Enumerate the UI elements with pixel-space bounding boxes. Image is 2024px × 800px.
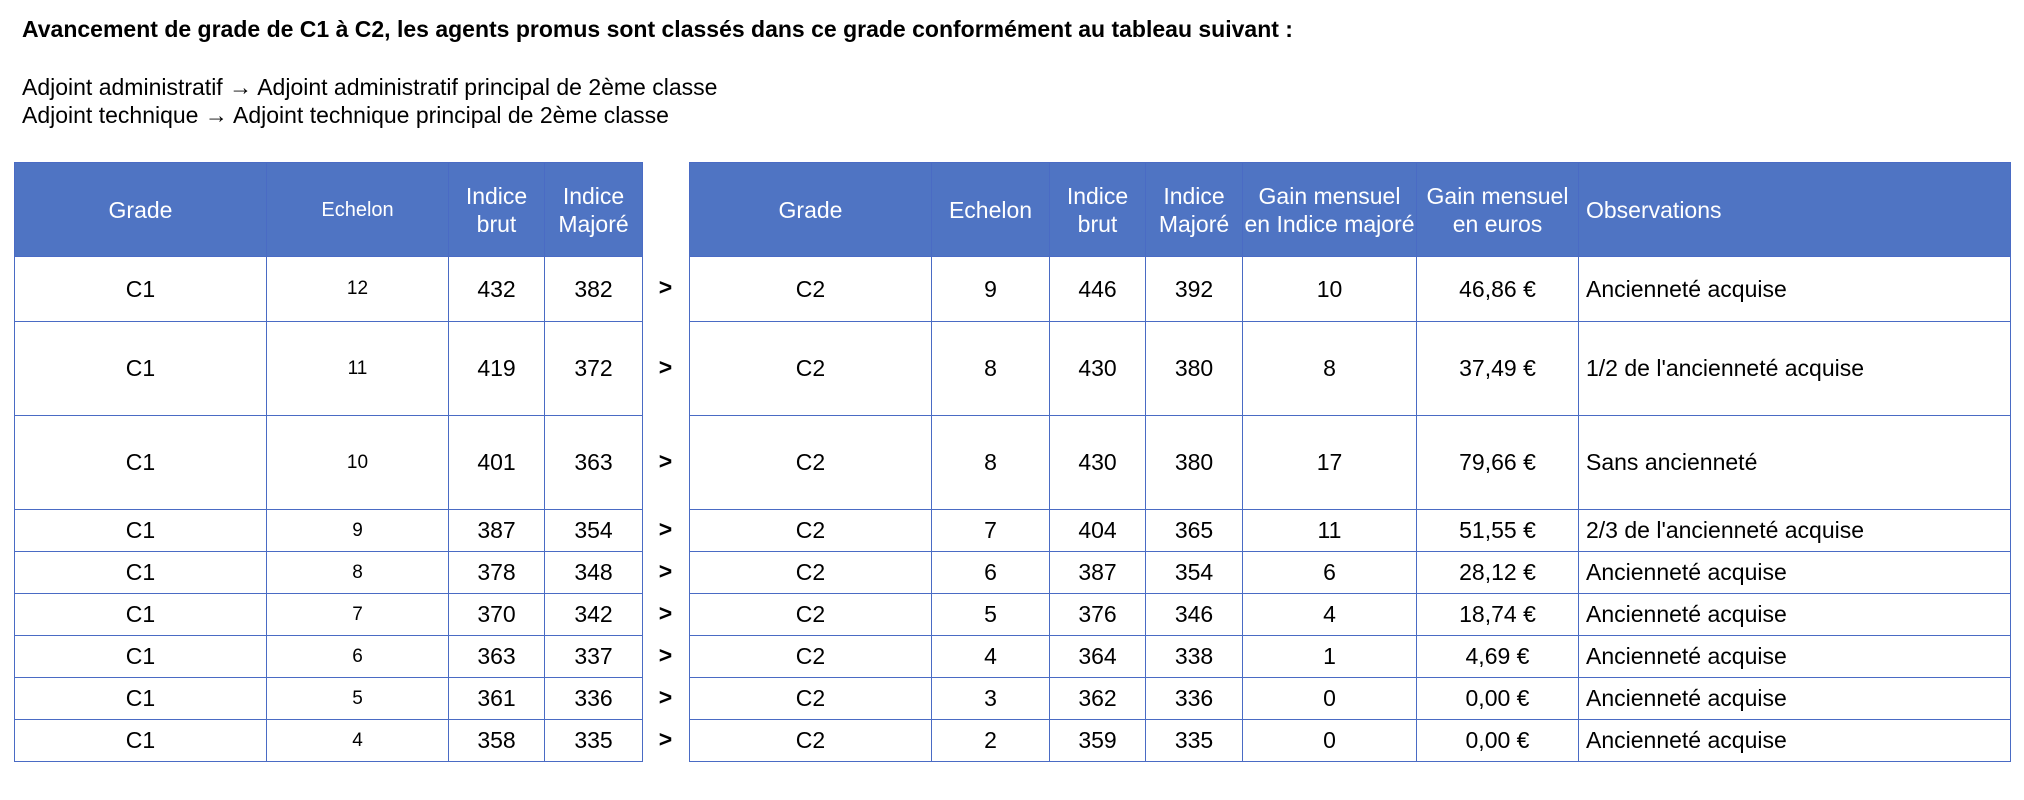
cell-indice-majore: 382 — [545, 257, 643, 322]
cell-indice-majore: 380 — [1146, 322, 1243, 416]
header-indice-brut: Indice brut — [1050, 163, 1146, 257]
arrow-indicator: > — [658, 274, 673, 300]
cell-indice-majore: 337 — [545, 636, 643, 678]
cell-echelon: 6 — [932, 552, 1050, 594]
cell-indice-majore: 365 — [1146, 510, 1243, 552]
table-row — [690, 678, 2011, 720]
header-gain-indice: Gain mensuel en Indice majoré — [1243, 163, 1417, 257]
table-row — [15, 416, 643, 510]
grade-mapping-technique: Adjoint technique → Adjoint technique principal de 2ème classe — [22, 102, 669, 128]
cell-grade: C2 — [690, 720, 932, 762]
cell-gain-indice: 11 — [1243, 510, 1417, 552]
table-row — [690, 510, 2011, 552]
cell-observations: Ancienneté acquise — [1579, 257, 2011, 322]
cell-indice-brut: 359 — [1050, 720, 1146, 762]
arrow-indicator: > — [658, 558, 673, 584]
cell-gain-indice: 4 — [1243, 594, 1417, 636]
cell-gain-euros: 28,12 € — [1417, 552, 1579, 594]
table-row — [690, 322, 2011, 416]
cell-echelon: 8 — [932, 416, 1050, 510]
table-row — [690, 416, 2011, 510]
arrow-indicator: > — [658, 516, 673, 542]
cell-observations: Ancienneté acquise — [1579, 552, 2011, 594]
cell-observations: Ancienneté acquise — [1579, 636, 2011, 678]
cell-indice-majore: 335 — [545, 720, 643, 762]
cell-echelon: 10 — [267, 416, 449, 510]
cell-grade: C1 — [15, 510, 267, 552]
header-grade: Grade — [690, 163, 932, 257]
cell-gain-euros: 79,66 € — [1417, 416, 1579, 510]
cell-observations: Ancienneté acquise — [1579, 720, 2011, 762]
cell-indice-majore: 348 — [545, 552, 643, 594]
cell-observations: 1/2 de l'ancienneté acquise — [1579, 322, 2011, 416]
table-header-row — [690, 163, 2011, 257]
cell-echelon: 11 — [267, 322, 449, 416]
cell-gain-euros: 0,00 € — [1417, 720, 1579, 762]
cell-echelon: 9 — [932, 257, 1050, 322]
cell-indice-brut: 370 — [449, 594, 545, 636]
cell-indice-brut: 432 — [449, 257, 545, 322]
header-gain-euros: Gain mensuel en euros — [1417, 163, 1579, 257]
cell-indice-majore: 354 — [1146, 552, 1243, 594]
header-echelon: Echelon — [267, 163, 449, 257]
cell-observations: Ancienneté acquise — [1579, 594, 2011, 636]
cell-indice-brut: 419 — [449, 322, 545, 416]
cell-gain-indice: 8 — [1243, 322, 1417, 416]
cell-indice-majore: 336 — [1146, 678, 1243, 720]
cell-gain-euros: 46,86 € — [1417, 257, 1579, 322]
cell-indice-brut: 363 — [449, 636, 545, 678]
cell-indice-brut: 378 — [449, 552, 545, 594]
cell-echelon: 5 — [267, 678, 449, 720]
cell-gain-indice: 0 — [1243, 678, 1417, 720]
cell-echelon: 7 — [932, 510, 1050, 552]
cell-grade: C2 — [690, 594, 932, 636]
cell-indice-brut: 401 — [449, 416, 545, 510]
cell-grade: C2 — [690, 510, 932, 552]
header-indice-brut: Indice brut — [449, 163, 545, 257]
cell-echelon: 2 — [932, 720, 1050, 762]
cell-grade: C2 — [690, 416, 932, 510]
cell-indice-brut: 387 — [449, 510, 545, 552]
cell-indice-majore: 336 — [545, 678, 643, 720]
header-grade: Grade — [15, 163, 267, 257]
cell-echelon: 4 — [267, 720, 449, 762]
arrow-indicator: > — [658, 448, 673, 474]
arrow-indicator: > — [658, 684, 673, 710]
cell-grade: C1 — [15, 322, 267, 416]
table-row — [15, 257, 643, 322]
cell-grade: C2 — [690, 552, 932, 594]
cell-grade: C2 — [690, 678, 932, 720]
cell-gain-indice: 17 — [1243, 416, 1417, 510]
cell-indice-brut: 446 — [1050, 257, 1146, 322]
cell-grade: C1 — [15, 720, 267, 762]
new-grade-table — [689, 162, 2011, 762]
table-row — [690, 594, 2011, 636]
cell-gain-euros: 18,74 € — [1417, 594, 1579, 636]
cell-indice-majore: 372 — [545, 322, 643, 416]
cell-observations: 2/3 de l'ancienneté acquise — [1579, 510, 2011, 552]
cell-grade: C2 — [690, 322, 932, 416]
table-row — [690, 636, 2011, 678]
cell-echelon: 12 — [267, 257, 449, 322]
cell-grade: C1 — [15, 416, 267, 510]
cell-indice-majore: 354 — [545, 510, 643, 552]
page-title: Avancement de grade de C1 à C2, les agents promus sont classés dans ce grade conformément au tableau suivant : — [22, 16, 1293, 42]
cell-indice-majore: 392 — [1146, 257, 1243, 322]
cell-indice-brut: 362 — [1050, 678, 1146, 720]
cell-gain-euros: 0,00 € — [1417, 678, 1579, 720]
cell-grade: C2 — [690, 636, 932, 678]
cell-indice-majore: 363 — [545, 416, 643, 510]
arrow-indicator: > — [658, 354, 673, 380]
cell-grade: C1 — [15, 678, 267, 720]
cell-indice-brut: 358 — [449, 720, 545, 762]
cell-indice-majore: 342 — [545, 594, 643, 636]
cell-observations: Ancienneté acquise — [1579, 678, 2011, 720]
cell-echelon: 6 — [267, 636, 449, 678]
cell-echelon: 8 — [267, 552, 449, 594]
table-row — [15, 552, 643, 594]
cell-indice-brut: 430 — [1050, 416, 1146, 510]
cell-indice-brut: 404 — [1050, 510, 1146, 552]
cell-indice-majore: 338 — [1146, 636, 1243, 678]
cell-gain-indice: 10 — [1243, 257, 1417, 322]
cell-indice-majore: 335 — [1146, 720, 1243, 762]
table-row — [15, 594, 643, 636]
cell-gain-euros: 4,69 € — [1417, 636, 1579, 678]
table-row — [15, 322, 643, 416]
header-observations: Observations — [1579, 163, 2011, 257]
table-row — [690, 720, 2011, 762]
cell-indice-majore: 380 — [1146, 416, 1243, 510]
cell-echelon: 7 — [267, 594, 449, 636]
cell-indice-brut: 361 — [449, 678, 545, 720]
cell-echelon: 4 — [932, 636, 1050, 678]
cell-indice-brut: 376 — [1050, 594, 1146, 636]
cell-gain-indice: 6 — [1243, 552, 1417, 594]
table-header-row — [15, 163, 643, 257]
cell-grade: C1 — [15, 636, 267, 678]
cell-grade: C2 — [690, 257, 932, 322]
grade-mapping-administratif: Adjoint administratif → Adjoint administratif principal de 2ème classe — [22, 74, 718, 100]
arrow-indicator: > — [658, 726, 673, 752]
table-row — [690, 257, 2011, 322]
cell-indice-majore: 346 — [1146, 594, 1243, 636]
table-row — [15, 510, 643, 552]
table-row — [15, 720, 643, 762]
cell-echelon: 8 — [932, 322, 1050, 416]
header-echelon: Echelon — [932, 163, 1050, 257]
cell-gain-indice: 0 — [1243, 720, 1417, 762]
arrow-indicator: > — [658, 600, 673, 626]
cell-grade: C1 — [15, 594, 267, 636]
cell-echelon: 5 — [932, 594, 1050, 636]
table-row — [15, 678, 643, 720]
cell-grade: C1 — [15, 552, 267, 594]
table-row — [15, 636, 643, 678]
cell-echelon: 3 — [932, 678, 1050, 720]
current-grade-table — [14, 162, 643, 762]
table-row — [690, 552, 2011, 594]
cell-indice-brut: 364 — [1050, 636, 1146, 678]
cell-grade: C1 — [15, 257, 267, 322]
arrow-indicator: > — [658, 642, 673, 668]
header-indice-majore: Indice Majoré — [1146, 163, 1243, 257]
cell-gain-euros: 37,49 € — [1417, 322, 1579, 416]
cell-indice-brut: 387 — [1050, 552, 1146, 594]
cell-gain-euros: 51,55 € — [1417, 510, 1579, 552]
header-indice-majore: Indice Majoré — [545, 163, 643, 257]
cell-indice-brut: 430 — [1050, 322, 1146, 416]
cell-echelon: 9 — [267, 510, 449, 552]
cell-gain-indice: 1 — [1243, 636, 1417, 678]
cell-observations: Sans ancienneté — [1579, 416, 2011, 510]
